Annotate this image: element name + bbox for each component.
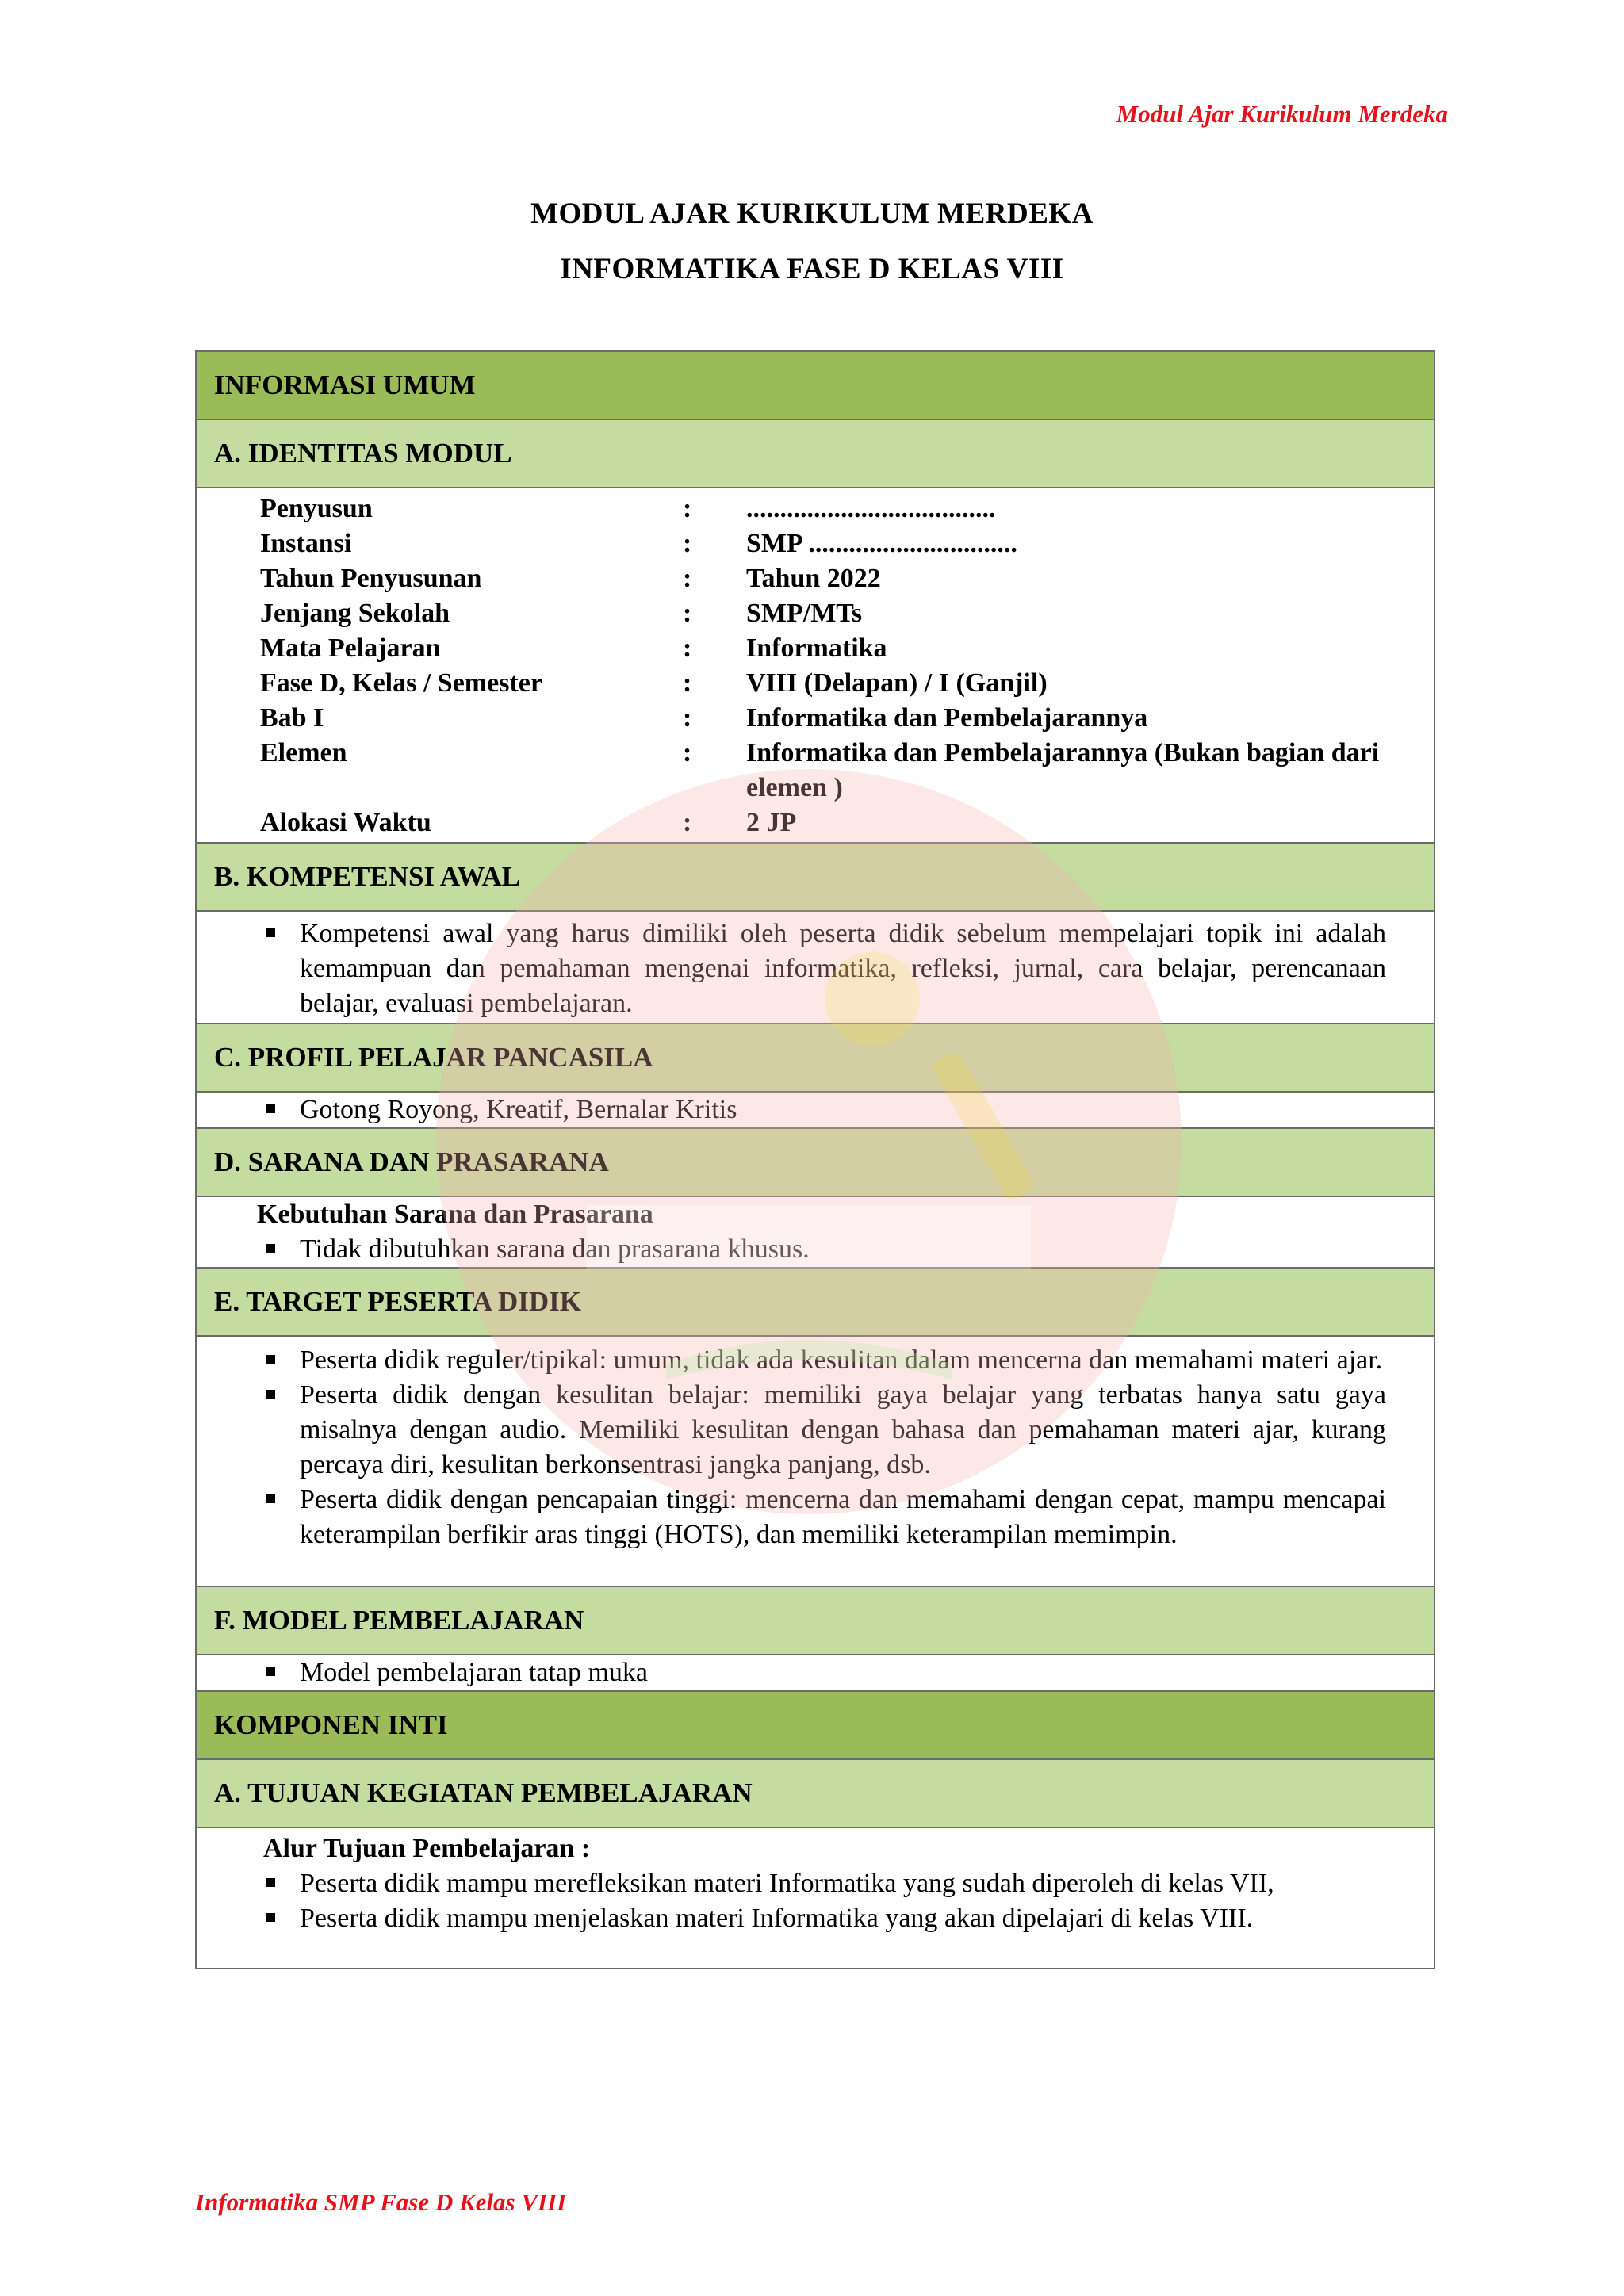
identitas-value: .....................................: [746, 494, 996, 523]
list-item: Peserta didik reguler/tipikal: umum, tidak ada kesulitan dalam mencerna dan memahami materi ajar.: [197, 1343, 1434, 1378]
list-item: Gotong Royong, Kreatif, Bernalar Kritis: [197, 1093, 1434, 1127]
identitas-table: [197, 492, 1434, 840]
identitas-row: [197, 596, 1434, 631]
identitas-row: [197, 561, 1434, 596]
identitas-row: [197, 666, 1434, 701]
kompetensi-list: [197, 916, 1434, 1021]
list-item: Model pembelajaran tatap muka: [197, 1655, 1434, 1690]
document-subtitle: INFORMATIKA FASE D KELAS VIII: [560, 253, 1064, 285]
identitas-colon: :: [683, 494, 692, 523]
section-tujuan: [196, 1759, 1434, 1827]
identitas-key: Instansi: [260, 529, 352, 558]
identitas-colon: :: [683, 808, 692, 837]
section-informasi-umum: [196, 351, 1434, 419]
identitas-colon: :: [683, 703, 692, 733]
section-sarana: [196, 1128, 1434, 1196]
section-model: [196, 1586, 1434, 1655]
kompetensi-content: [196, 911, 1434, 1024]
identitas-key: Mata Pelajaran: [260, 633, 441, 663]
section-title: KOMPONEN INTI: [214, 1709, 448, 1740]
sarana-content: [196, 1196, 1434, 1268]
profil-list: [197, 1093, 1434, 1127]
identitas-value: Informatika dan Pembelajarannya (Bukan bagian dari elemen ): [746, 738, 1380, 802]
identitas-colon: :: [683, 599, 692, 628]
section-title: B. KOMPETENSI AWAL: [214, 861, 521, 892]
identitas-key: Elemen: [260, 738, 347, 767]
identitas-colon: :: [683, 668, 692, 698]
identitas-value: Informatika: [746, 633, 887, 663]
identitas-key: Jenjang Sekolah: [260, 599, 450, 628]
section-title: E. TARGET PESERTA DIDIK: [214, 1286, 581, 1317]
identitas-key: Alokasi Waktu: [260, 808, 431, 837]
model-list: [197, 1655, 1434, 1690]
identitas-value: VIII (Delapan) / I (Ganjil): [746, 668, 1048, 698]
identitas-row: [197, 806, 1434, 840]
list-item: Peserta didik dengan pencapaian tinggi: mencerna dan memahami dengan cepat, mampu mencapai keterampilan berfikir aras tinggi (HOTS), dan memiliki keterampilan memimpin.: [197, 1483, 1434, 1552]
identitas-row: [197, 492, 1434, 526]
footer-note: Informatika SMP Fase D Kelas VIII: [195, 2188, 567, 2216]
tujuan-content: [196, 1827, 1434, 1969]
section-target: [196, 1268, 1434, 1336]
identitas-key: Tahun Penyusunan: [260, 564, 482, 593]
list-item: Tidak dibutuhkan sarana dan prasarana khusus.: [197, 1232, 1434, 1267]
list-item: Peserta didik mampu menjelaskan materi Informatika yang akan dipelajari di kelas VIII.: [197, 1901, 1434, 1936]
identitas-colon: :: [683, 738, 692, 767]
section-title: INFORMASI UMUM: [214, 369, 476, 400]
sarana-subheading: Kebutuhan Sarana dan Prasarana: [257, 1200, 653, 1229]
identitas-colon: :: [683, 564, 692, 593]
target-list: [197, 1343, 1434, 1552]
section-title: D. SARANA DAN PRASARANA: [214, 1146, 609, 1177]
identitas-key: Bab I: [260, 703, 324, 733]
section-kompetensi-awal: [196, 843, 1434, 911]
identitas-value: SMP ...............................: [746, 529, 1017, 558]
profil-content: [196, 1092, 1434, 1128]
header-note: Modul Ajar Kurikulum Merdeka: [1116, 100, 1448, 128]
section-title: F. MODEL PEMBELAJARAN: [214, 1605, 584, 1636]
identitas-content: [196, 488, 1434, 843]
identitas-row: [197, 526, 1434, 561]
section-title: A. IDENTITAS MODUL: [214, 438, 512, 469]
section-title: A. TUJUAN KEGIATAN PEMBELAJARAN: [214, 1777, 753, 1808]
identitas-value: Tahun 2022: [746, 564, 881, 593]
target-content: [196, 1336, 1434, 1586]
identitas-colon: :: [683, 529, 692, 558]
list-item: Peserta didik mampu merefleksikan materi Informatika yang sudah diperoleh di kelas VII,: [197, 1866, 1434, 1901]
identitas-value: Informatika dan Pembelajarannya: [746, 703, 1148, 733]
model-content: [196, 1655, 1434, 1691]
list-item: Peserta didik dengan kesulitan belajar: memiliki gaya belajar yang terbatas hanya satu gaya misalnya dengan audio. Memiliki kesulitan dengan bahasa dan pemahaman materi ajar, kurang percaya diri, kesulitan berkonsentrasi jangka panjang, dsb.: [197, 1378, 1434, 1483]
module-table: [195, 350, 1435, 1969]
document-title: MODUL AJAR KURIKULUM MERDEKA: [530, 197, 1094, 230]
section-profil-pancasila: [196, 1024, 1434, 1092]
identitas-key: Fase D, Kelas / Semester: [260, 668, 542, 698]
identitas-value: 2 JP: [746, 808, 797, 837]
sarana-list: [197, 1232, 1434, 1267]
section-komponen-inti: [196, 1691, 1434, 1759]
section-title: C. PROFIL PELAJAR PANCASILA: [214, 1042, 653, 1073]
identitas-row: [197, 736, 1434, 806]
identitas-colon: :: [683, 633, 692, 663]
identitas-row: [197, 701, 1434, 736]
identitas-value: SMP/MTs: [746, 599, 863, 628]
identitas-key: Penyusun: [260, 494, 373, 523]
section-identitas-modul: [196, 419, 1434, 488]
list-item: Kompetensi awal yang harus dimiliki oleh peserta didik sebelum mempelajari topik ini adalah kemampuan dan pemahaman mengenai informatika, refleksi, jurnal, cara belajar, perencanaan belajar, evaluasi pembelajaran.: [197, 916, 1434, 1021]
identitas-row: [197, 631, 1434, 666]
tujuan-list: [197, 1866, 1434, 1936]
tujuan-subheading: Alur Tujuan Pembelajaran :: [263, 1834, 591, 1863]
